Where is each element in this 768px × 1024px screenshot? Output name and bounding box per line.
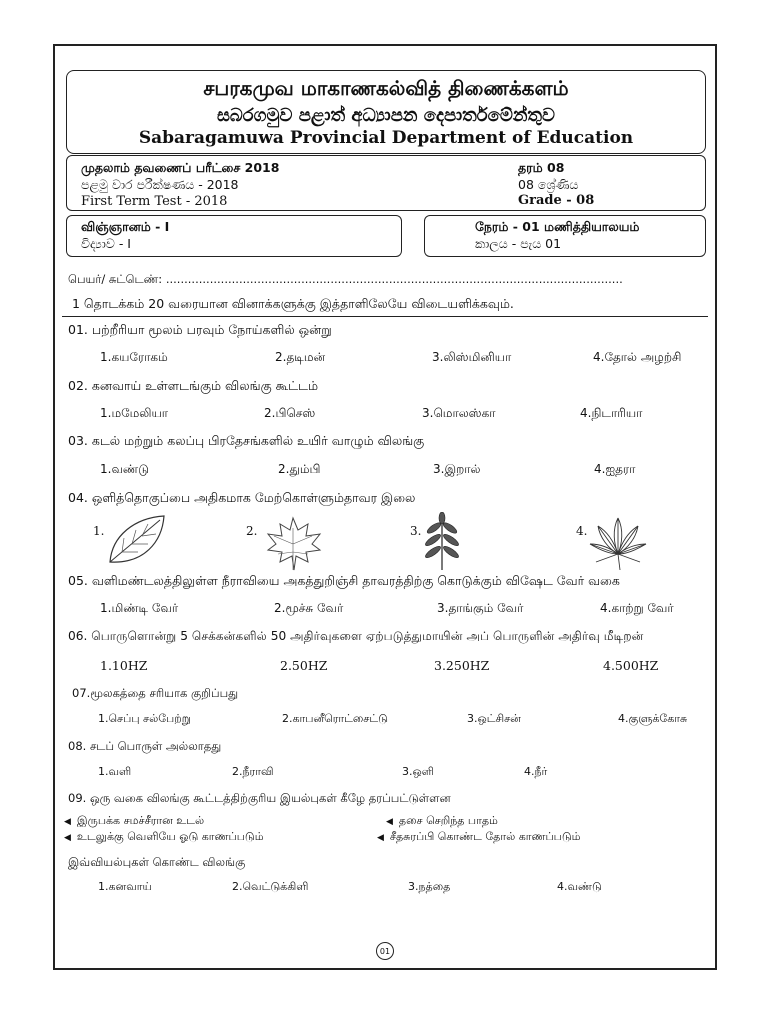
bullet-triangle-icon: ◀: [377, 833, 384, 843]
question-08: 08. சடப் பொருள் அல்லாதது: [68, 739, 222, 753]
divider: [62, 316, 708, 317]
subject-box: [66, 215, 402, 257]
header-sinhala: සබරගමුව පළාත් අධ්‍යාපන දෙපාර්තමේන්තුව: [216, 105, 555, 126]
exam-info-box: [66, 155, 706, 211]
option: 4.ஐதரா: [594, 462, 636, 476]
option: 2.: [246, 524, 258, 538]
option: 3.இறால்: [433, 462, 481, 476]
question-02: 02. கனவாய் உள்ளடங்கும் விலங்கு கூட்டம்: [68, 378, 319, 393]
time-tamil: நேரம் - 01 மணித்தியாலயம்: [475, 219, 640, 234]
subject-tamil: விஞ்ஞானம் - I: [81, 219, 170, 234]
exam-title-english: First Term Test - 2018: [81, 194, 228, 209]
question-07: 07.மூலகத்தை சரியாக குறிப்பது: [72, 686, 239, 700]
option: 3.லிஸ்மினியா: [432, 350, 512, 364]
page-number: 01: [376, 942, 394, 960]
option: 4.நீர்: [524, 765, 548, 778]
feature-text: இருபக்க சமச்சீரான உடல்: [76, 814, 205, 827]
option: 2.பிசெஸ்: [264, 406, 316, 420]
question-01: 01. பற்றீரியா மூலம் பரவும் நோய்களில் ஒன்று: [68, 322, 332, 337]
instruction: 1 தொடக்கம் 20 வரையான வினாக்களுக்கு இத்தாளிலேயே விடையளிக்கவும்.: [72, 296, 514, 311]
department-header: [66, 70, 706, 154]
option: 2.50HZ: [280, 658, 328, 673]
time-sinhala: කාලය - පැය 01: [475, 236, 562, 251]
simple-leaf-icon: [104, 512, 170, 568]
option: 2.வெட்டுக்கிளி: [232, 880, 309, 893]
maple-leaf-icon: [262, 514, 324, 572]
compound-leaf-icon: [424, 512, 460, 572]
option: 2.நீராவி: [232, 765, 274, 778]
option: 3.250HZ: [434, 658, 490, 673]
option: 4.காற்று வேர்: [600, 601, 674, 615]
header-english: Sabaragamuwa Provincial Department of Education: [138, 128, 634, 148]
option: 1.: [93, 524, 105, 538]
feature-text: தசை செறிந்த பாதம்: [398, 814, 498, 827]
option: 4.500HZ: [603, 658, 659, 673]
option: 2.காபனீரொட்சைட்டு: [282, 712, 388, 725]
option: 2.மூச்சு வேர்: [274, 601, 344, 615]
option: 4.வண்டு: [557, 880, 602, 893]
time-box: [424, 215, 706, 257]
question-05: 05. வளிமண்டலத்திலுள்ள நீராவியை அகத்துறிஞ்சி தாவரத்திற்கு கொடுக்கும் விஷேட வேர் வகை: [68, 573, 620, 588]
option: 3.தாங்கும் வேர்: [437, 601, 524, 615]
subject-sinhala: විද්‍යාව - I: [81, 236, 131, 251]
option: 1.மமேலியா: [100, 406, 169, 420]
option: 3.ஒளி: [402, 765, 434, 778]
header-tamil: சபரகமுவ மாகாணகல்வித் திணைக்களம்: [203, 76, 569, 100]
bullet-triangle-icon: ◀: [64, 833, 71, 843]
option: 2.தடிமன்: [275, 350, 326, 364]
option: 1.வளி: [98, 765, 132, 778]
option: 4.: [576, 524, 588, 538]
question-03: 03. கடல் மற்றும் கலப்பு பிரதேசங்களில் உயிர் வாழும் விலங்கு: [68, 433, 425, 448]
exam-title-sinhala: පළමු වාර පරීක්ෂණය - 2018: [81, 177, 239, 192]
palmate-leaf-icon: [586, 514, 650, 572]
grade-sinhala: 08 ශ්‍රේණිය: [518, 177, 579, 192]
option: 1.மிண்டி வேர்: [100, 601, 179, 615]
option: 4.தோல் அழற்சி: [593, 350, 682, 364]
feature-item: [377, 830, 581, 845]
feature-text: சீதசுரப்பி கொண்ட தோல் காணப்படும்: [389, 830, 581, 843]
option: 3.ஒட்சிசன்: [467, 712, 521, 725]
bullet-triangle-icon: ◀: [64, 817, 71, 827]
grade-tamil: தரம் 08: [518, 160, 565, 175]
option: 3.நத்தை: [408, 880, 451, 893]
option: 3.மொலஸ்கா: [422, 406, 496, 420]
feature-item: [64, 830, 264, 845]
grade-english: Grade - 08: [518, 193, 595, 208]
feature-item: [386, 814, 498, 829]
option: 1.கயரோகம்: [100, 350, 168, 364]
bullet-triangle-icon: ◀: [386, 817, 393, 827]
question-09-ask: இவ்வியல்புகள் கொண்ட விலங்கு: [68, 855, 246, 869]
name-index-line: பெயர்/ சுட்டெண்: .............................................................................................................................: [68, 272, 623, 286]
option: 1.வண்டு: [100, 462, 149, 476]
option: 1.செப்பு சல்பேற்று: [98, 712, 191, 725]
question-04: 04. ஒளித்தொகுப்பை அதிகமாக மேற்கொள்ளும்தாவர இலை: [68, 490, 416, 505]
option: 1.கனவாய்: [98, 880, 152, 893]
option: 3.: [410, 524, 422, 538]
question-06: 06. பொருளொன்று 5 செக்கன்களில் 50 அதிர்வுகளை ஏற்படுத்துமாயின் அப் பொருளின் அதிர்வு மீடிறன்: [68, 629, 644, 643]
feature-item: [64, 814, 204, 829]
option: 4.குளுக்கோசு: [618, 712, 688, 725]
feature-text: உடலுக்கு வெளியே ஓடு காணப்படும்: [76, 830, 264, 843]
option: 4.நிடாரியா: [580, 406, 643, 420]
question-09: 09. ஒரு வகை விலங்கு கூட்டத்திற்குரிய இயல்புகள் கீழே தரப்பட்டுள்ளன: [68, 791, 451, 805]
option: 1.10HZ: [100, 658, 148, 673]
option: 2.தும்பி: [278, 462, 321, 476]
exam-title-tamil: முதலாம் தவணைப் பரீட்சை 2018: [81, 160, 280, 175]
